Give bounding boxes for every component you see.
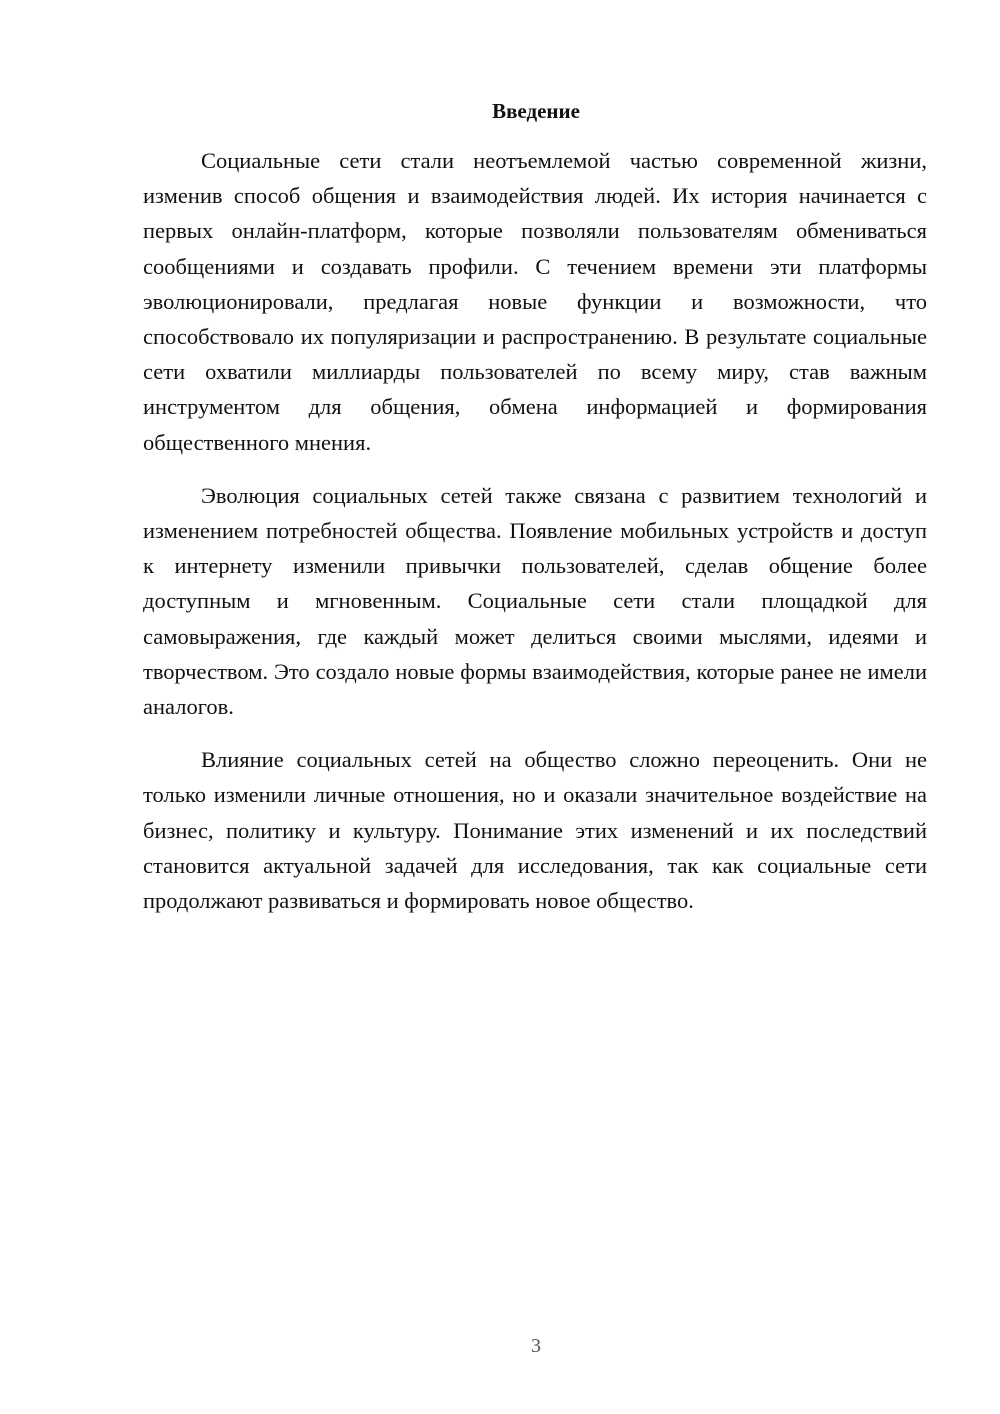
section-heading: Введение bbox=[492, 99, 580, 123]
paragraph-1: Социальные сети стали неотъемлемой частью современной жизни, изменив способ общения и взаимодействия людей. Их история начинается с первых онлайн-платформ, которые позволяли пользователям обмениваться сообщениями и создавать профили. С течением времени эти платформы эволюционировали, предлагая новые функции и возможности, что способствовало их популяризации и распространению. В результате социальные сети охватили миллиарды пользователей по всему миру, став важным инструментом для общения, обмена информацией и формирования общественного мнения. bbox=[143, 148, 927, 455]
paragraph-3: Влияние социальных сетей на общество сложно переоценить. Они не только изменили личные отношения, но и оказали значительное воздействие на бизнес, политику и культуру. Понимание этих изменений и их последствий становится актуальной задачей для исследования, так как социальные сети продолжают развиваться и формировать новое общество. bbox=[143, 747, 927, 914]
body-text bbox=[143, 143, 927, 936]
page-number: 3 bbox=[531, 1335, 541, 1357]
paragraph-2: Эволюция социальных сетей также связана с развитием технологий и изменением потребностей общества. Появление мобильных устройств и доступ к интернету изменили привычки пользователей, сделав общение более доступным и мгновенным. Социальные сети стали площадкой для самовыражения, где каждый может делиться своими мыслями, идеями и творчеством. Это создало новые формы взаимодействия, которые ранее не имели аналогов. bbox=[143, 482, 927, 720]
